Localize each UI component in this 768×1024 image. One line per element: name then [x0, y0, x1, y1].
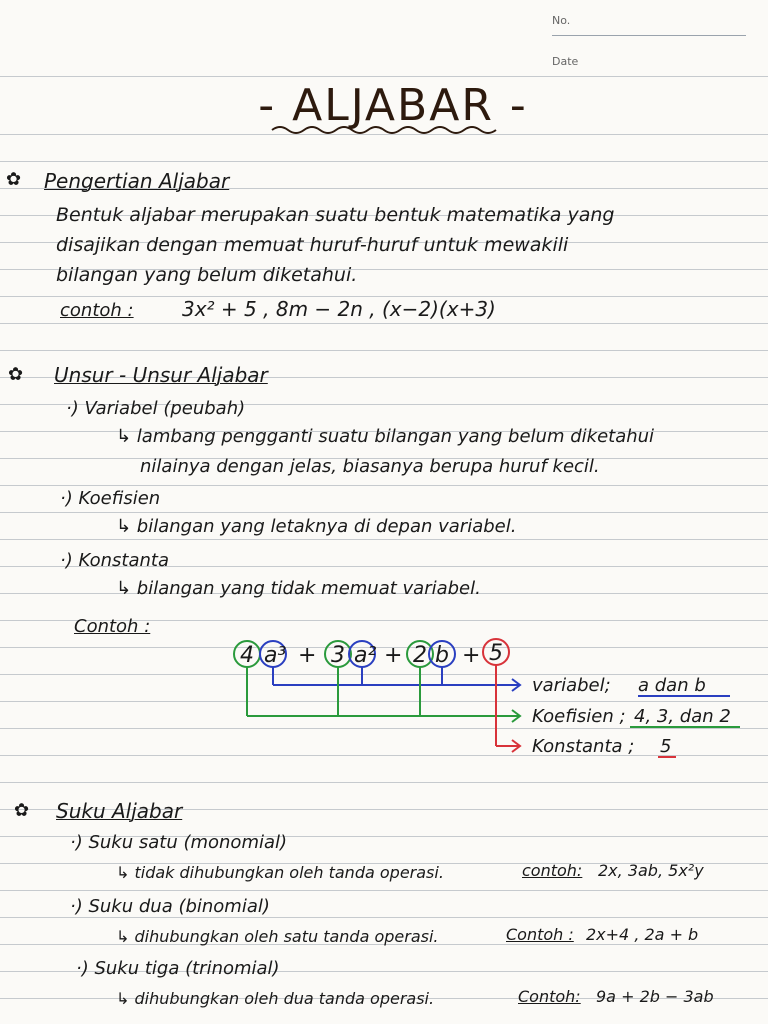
legend-konstanta-label: Konstanta ; — [532, 736, 635, 757]
suku-dua-desc: ↳ dihubungkan oleh satu tanda operasi. — [116, 927, 439, 946]
legend-konstanta-value: 5 — [660, 736, 672, 757]
suku-satu-desc: ↳ tidak dihubungkan oleh tanda operasi. — [116, 863, 444, 882]
suku-dua-ex-label: Contoh : — [506, 925, 574, 944]
legend-variabel-label: variabel; — [532, 675, 611, 696]
section3-heading: Suku Aljabar — [56, 799, 183, 823]
flower-icon: ✿ — [8, 364, 24, 385]
suku-satu-label: ·) Suku satu (monomial) — [70, 832, 288, 853]
konstanta-connector — [496, 665, 520, 752]
page-title: - ALJABAR - — [258, 80, 528, 131]
item-koefisien-desc1: ↳ bilangan yang letaknya di depan variabel. — [116, 516, 517, 537]
suku-tiga-label: ·) Suku tiga (trinomial) — [76, 958, 280, 979]
expr-v1: a³ — [264, 643, 287, 668]
expr-c3: 2 — [413, 643, 427, 668]
expr-c2: 3 — [331, 643, 345, 668]
no-label: No. — [552, 14, 571, 27]
item-konstanta-desc1: ↳ bilangan yang tidak memuat variabel. — [116, 578, 481, 599]
suku-tiga-desc: ↳ dihubungkan oleh dua tanda operasi. — [116, 989, 435, 1008]
flower-icon: ✿ — [6, 169, 22, 190]
item-konstanta-label: ·) Konstanta — [60, 550, 170, 571]
section1-example-label: contoh : — [60, 300, 134, 321]
expr-plus1: + — [298, 643, 317, 668]
item-variabel-desc2: nilainya dengan jelas, biasanya berupa huruf kecil. — [140, 456, 600, 477]
expr-plus3: + — [462, 643, 481, 668]
elements-diagram — [220, 628, 760, 768]
expr-k: 5 — [489, 641, 503, 666]
legend-koefisien-label: Koefisien ; — [532, 706, 626, 727]
item-koefisien-label: ·) Koefisien — [60, 488, 161, 509]
section2-example-label: Contoh : — [74, 616, 151, 637]
expr-c1: 4 — [240, 643, 254, 668]
expr-plus2: + — [384, 643, 403, 668]
suku-dua-label: ·) Suku dua (binomial) — [70, 896, 270, 917]
legend-variabel-value: a dan b — [638, 675, 706, 696]
suku-dua-ex: 2x+4 , 2a + b — [586, 925, 699, 944]
expr-v3: b — [435, 643, 449, 668]
item-variabel-desc1: ↳ lambang pengganti suatu bilangan yang belum diketahui — [116, 426, 655, 447]
section2-heading: Unsur - Unsur Aljabar — [54, 363, 268, 387]
suku-satu-ex-label: contoh: — [522, 861, 583, 880]
section1-line-1: Bentuk aljabar merupakan suatu bentuk matematika yang — [56, 204, 615, 226]
title-underline — [270, 124, 500, 136]
suku-satu-ex: 2x, 3ab, 5x²y — [598, 861, 704, 880]
item-variabel-label: ·) Variabel (peubah) — [66, 398, 246, 419]
section1-line-2: disajikan dengan memuat huruf-huruf untuk mewakili — [56, 234, 569, 256]
suku-tiga-ex-label: Contoh: — [518, 987, 581, 1006]
date-label: Date — [552, 55, 579, 68]
expr-v2: a² — [354, 643, 377, 668]
flower-icon: ✿ — [14, 800, 30, 821]
variabel-connector — [273, 667, 520, 691]
section1-examples: 3x² + 5 , 8m − 2n , (x−2)(x+3) — [182, 297, 496, 321]
legend-koefisien-value: 4, 3, dan 2 — [634, 706, 731, 727]
koefisien-connector — [247, 667, 520, 722]
section1-heading: Pengertian Aljabar — [44, 169, 230, 193]
suku-tiga-ex: 9a + 2b − 3ab — [596, 987, 714, 1006]
no-line — [552, 35, 746, 36]
section1-line-3: bilangan yang belum diketahui. — [56, 264, 358, 286]
